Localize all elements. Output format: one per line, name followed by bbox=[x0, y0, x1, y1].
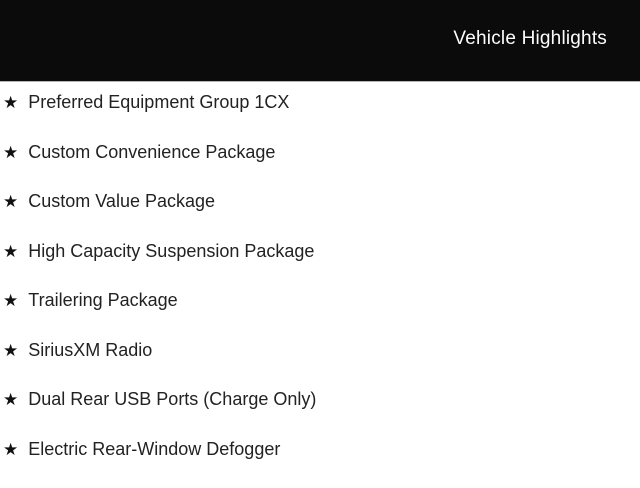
list-item bbox=[3, 142, 640, 192]
star-icon: ★ bbox=[3, 292, 18, 312]
highlight-list bbox=[0, 82, 640, 488]
list-item bbox=[3, 92, 640, 142]
page-title: Vehicle Highlights bbox=[453, 28, 607, 50]
highlight-item-label: SiriusXM Radio bbox=[28, 340, 152, 361]
highlight-item-label: High Capacity Suspension Package bbox=[28, 241, 314, 262]
star-icon: ★ bbox=[3, 193, 18, 213]
list-item bbox=[3, 241, 640, 291]
list-item bbox=[3, 290, 640, 340]
list-item bbox=[3, 191, 640, 241]
star-icon: ★ bbox=[3, 243, 18, 263]
highlight-item-label: Custom Convenience Package bbox=[28, 142, 275, 163]
highlight-item-label: Dual Rear USB Ports (Charge Only) bbox=[28, 389, 316, 410]
star-icon: ★ bbox=[3, 441, 18, 461]
list-item bbox=[3, 439, 640, 488]
highlight-item-label: Preferred Equipment Group 1CX bbox=[28, 92, 289, 113]
highlight-item-label: Trailering Package bbox=[28, 290, 177, 311]
star-icon: ★ bbox=[3, 391, 18, 411]
list-item bbox=[3, 389, 640, 439]
star-icon: ★ bbox=[3, 94, 18, 114]
header-bar bbox=[0, 0, 640, 82]
highlight-item-label: Electric Rear-Window Defogger bbox=[28, 439, 280, 460]
star-icon: ★ bbox=[3, 342, 18, 362]
list-item bbox=[3, 340, 640, 390]
highlight-item-label: Custom Value Package bbox=[28, 191, 215, 212]
star-icon: ★ bbox=[3, 144, 18, 164]
